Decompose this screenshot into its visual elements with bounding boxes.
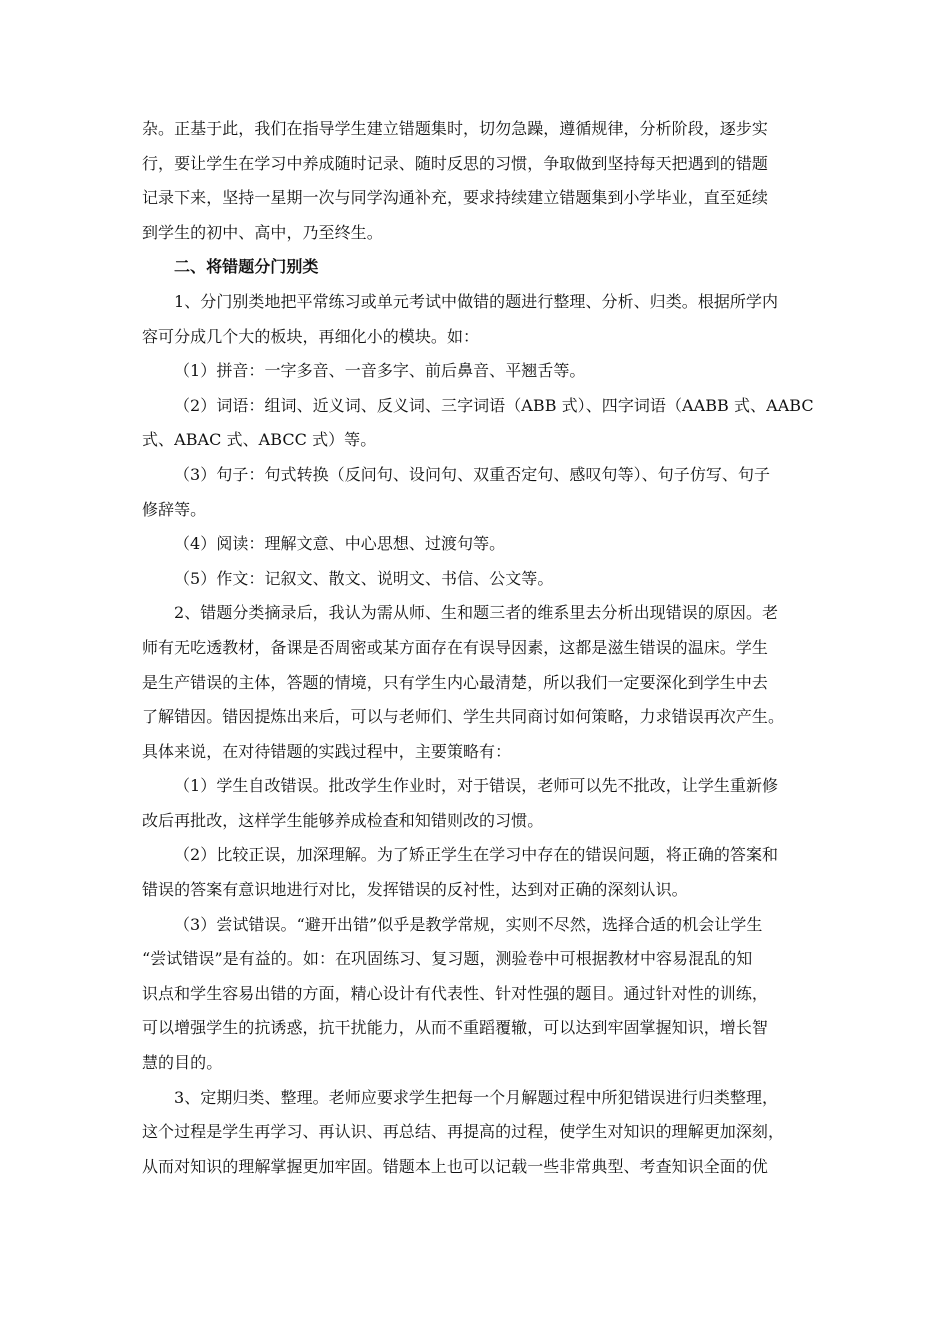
text-line: （5）作文：记叙文、散文、说明文、书信、公文等。 (174, 568, 554, 588)
text-line: 是生产错误的主体，答题的情境，只有学生内心最清楚，所以我们一定要深化到学生中去 (142, 672, 768, 692)
text-line: （2）比较正误，加深理解。为了矫正学生在学习中存在的错误问题，将正确的答案和 (174, 845, 779, 865)
text-line: 杂。正基于此，我们在指导学生建立错题集时，切勿急躁，遵循规律，分析阶段，逐步实 (142, 119, 768, 138)
text-line: 可以增强学生的抗诱惑，抗干扰能力，从而不重蹈覆辙，可以达到牢固掌握知识，增长智 (142, 1018, 768, 1038)
text-line: 记录下来，坚持一星期一次与同学沟通补充，要求持续建立错题集到小学毕业，直至延续 (142, 188, 768, 208)
text-line: 容可分成几个大的板块，再细化小的模块。如： (142, 326, 480, 346)
text-line: 识点和学生容易出错的方面，精心设计有代表性、针对性强的题目。通过针对性的训练， (142, 983, 768, 1003)
document-body (142, 112, 822, 1184)
text-line: 到学生的初中、高中，乃至终生。 (142, 222, 383, 242)
section-heading: 二、将错题分门别类 (174, 257, 319, 277)
text-line: 具体来说，在对待错题的实践过程中，主要策略有： (142, 741, 512, 761)
text-line: （1）拼音：一字多音、一音多字、前后鼻音、平翘舌等。 (174, 361, 586, 381)
text-line: 行，要让学生在学习中养成随时记录、随时反思的习惯，争取做到坚持每天把遇到的错题 (142, 153, 768, 173)
text-line: “尝试错误”是有益的。如：在巩固练习、复习题，测验卷中可根据教材中容易混乱的知 (142, 949, 753, 969)
text-line: 1、分门别类地把平常练习或单元考试中做错的题进行整理、分析、归类。根据所学内 (174, 291, 779, 311)
text-line: 3、定期归类、整理。老师应要求学生把每一个月解题过程中所犯错误进行归类整理， (174, 1087, 779, 1107)
text-line: 这个过程是学生再学习、再认识、再总结、再提高的过程，使学生对知识的理解更加深刻， (142, 1122, 785, 1142)
text-line: 2、错题分类摘录后，我认为需从师、生和题三者的维系里去分析出现错误的原因。老 (174, 603, 779, 623)
text-line: （4）阅读：理解文意、中心思想、过渡句等。 (174, 534, 506, 554)
text-line: 修辞等。 (142, 499, 207, 519)
text-line: （3）尝试错误。“避开出错”似乎是教学常规，实则不尽然，选择合适的机会让学生 (174, 914, 763, 934)
text-line: 错误的答案有意识地进行对比，发挥错误的反衬性，达到对正确的深刻认识。 (142, 880, 688, 900)
text-line: 慧的目的。 (142, 1053, 223, 1073)
text-line: 式、ABAC 式、ABCC 式）等。 (142, 430, 377, 450)
text-line: （2）词语：组词、近义词、反义词、三字词语（ABB 式）、四字词语（AABB 式、AABC (174, 395, 814, 415)
text-line: 师有无吃透教材，备课是否周密或某方面存在有误导因素，这都是滋生错误的温床。学生 (142, 637, 768, 657)
text-line: 改后再批改，这样学生能够养成检查和知错则改的习惯。 (142, 810, 544, 830)
text-line: （1）学生自改错误。批改学生作业时，对于错误，老师可以先不批改，让学生重新修 (174, 776, 779, 796)
text-line: 了解错因。错因提炼出来后，可以与老师们、学生共同商讨如何策略，力求错误再次产生。 (142, 707, 785, 727)
text-line: 从而对知识的理解掌握更加牢固。错题本上也可以记载一些非常典型、考查知识全面的优 (142, 1156, 768, 1176)
text-line: （3）句子：句式转换（反问句、设问句、双重否定句、感叹句等）、句子仿写、句子 (174, 464, 771, 484)
